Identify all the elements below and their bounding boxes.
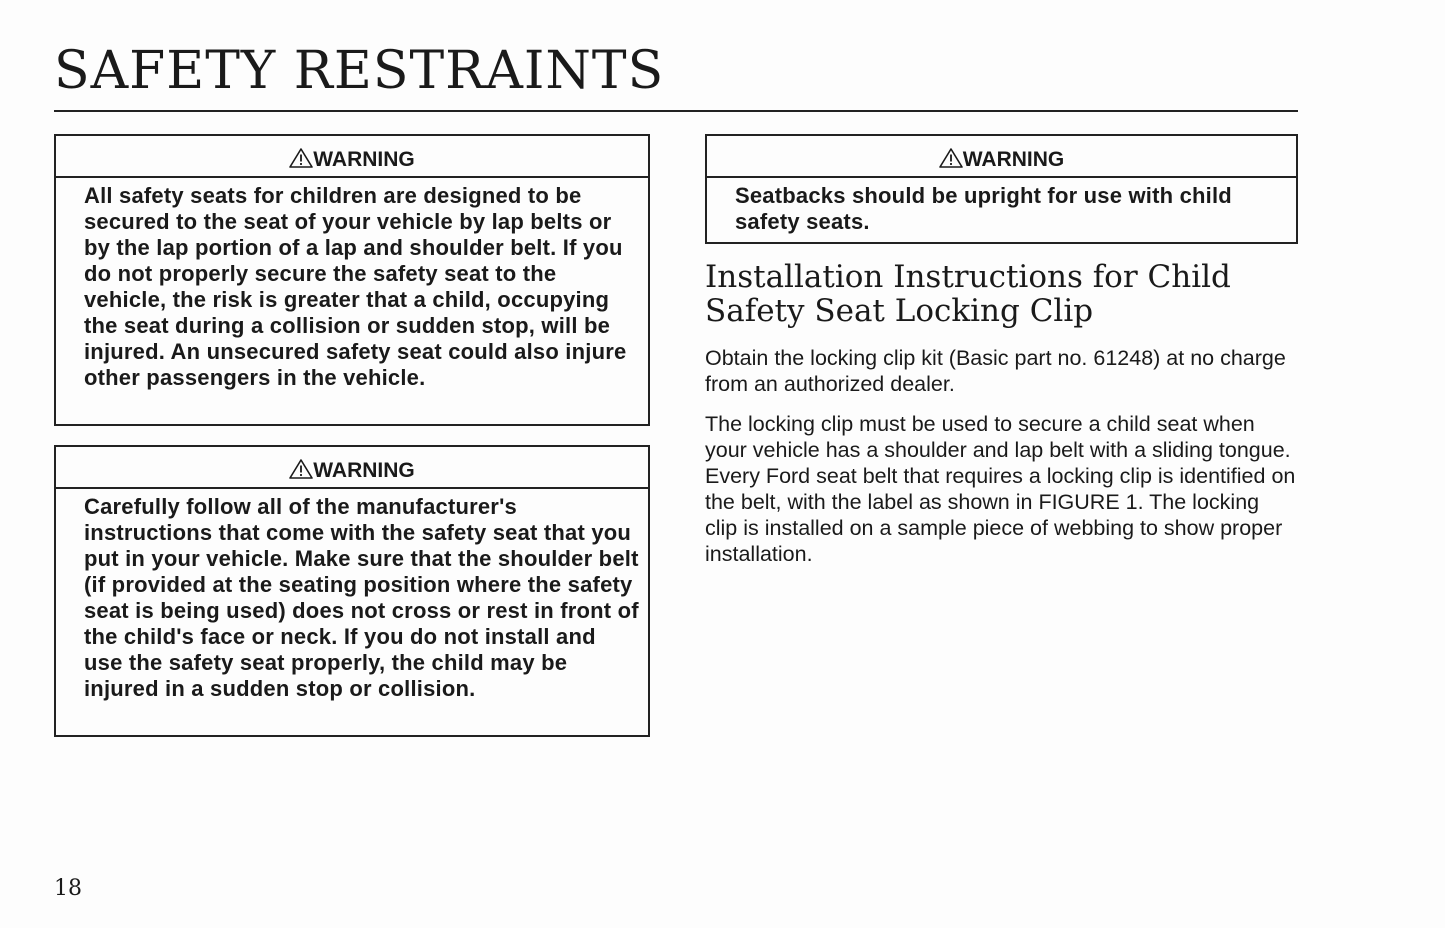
warning-header xyxy=(56,447,648,489)
body-paragraph-locking-clip-usage: The locking clip must be used to secure a child seat when your vehicle has a shoulder and lap belt with a sliding tongue. Every Ford seat belt that requires a locking clip is identified on the belt, with the label as shown in FIGURE 1. The locking clip is installed on a sample piece of webbing to show proper installation. xyxy=(705,412,1296,566)
warning-triangle-icon xyxy=(289,148,313,168)
warning-header xyxy=(56,136,648,178)
warning-text: All safety seats for children are designed to be secured to the seat of your vehicle by lap belts or by the lap portion of a lap and shoulder belt. If you do not properly secure the safety seat to the vehicle, the risk is greater that a child, occupying the seat during a collision or sudden stop, will be injured. An unsecured safety seat could also injure other passengers in the vehicle. xyxy=(84,183,627,390)
warning-box-seatbacks xyxy=(705,134,1298,244)
page-title: SAFETY RESTRAINTS xyxy=(54,41,665,101)
warning-label: WARNING xyxy=(962,148,1065,171)
warning-text: Seatbacks should be upright for use with child safety seats. xyxy=(735,183,1232,234)
warning-triangle-icon xyxy=(939,148,963,168)
warning-label: WARNING xyxy=(313,148,415,171)
warning-text: Carefully follow all of the manufacturer's instructions that come with the safety seat that you put in your vehicle. Make sure that the shoulder belt (if provided at the seating position where the safety seat is being used) does not cross or rest in front of the child's face or neck. If you do not install and use the safety seat properly, the child may be injured in a sudden stop or collision. xyxy=(84,494,639,701)
page-number: 18 xyxy=(54,876,82,901)
warning-box-secure-seat xyxy=(54,134,650,426)
warning-header xyxy=(707,136,1296,178)
title-divider xyxy=(54,110,1298,112)
warning-box-manufacturer-instructions xyxy=(54,445,650,737)
body-paragraph-locking-clip-kit: Obtain the locking clip kit (Basic part no. 61248) at no charge from an authorized dealer. xyxy=(705,346,1286,396)
warning-triangle-icon xyxy=(289,459,313,479)
warning-label: WARNING xyxy=(313,459,415,482)
section-heading: Installation Instructions for Child Safety Seat Locking Clip xyxy=(705,259,1231,329)
